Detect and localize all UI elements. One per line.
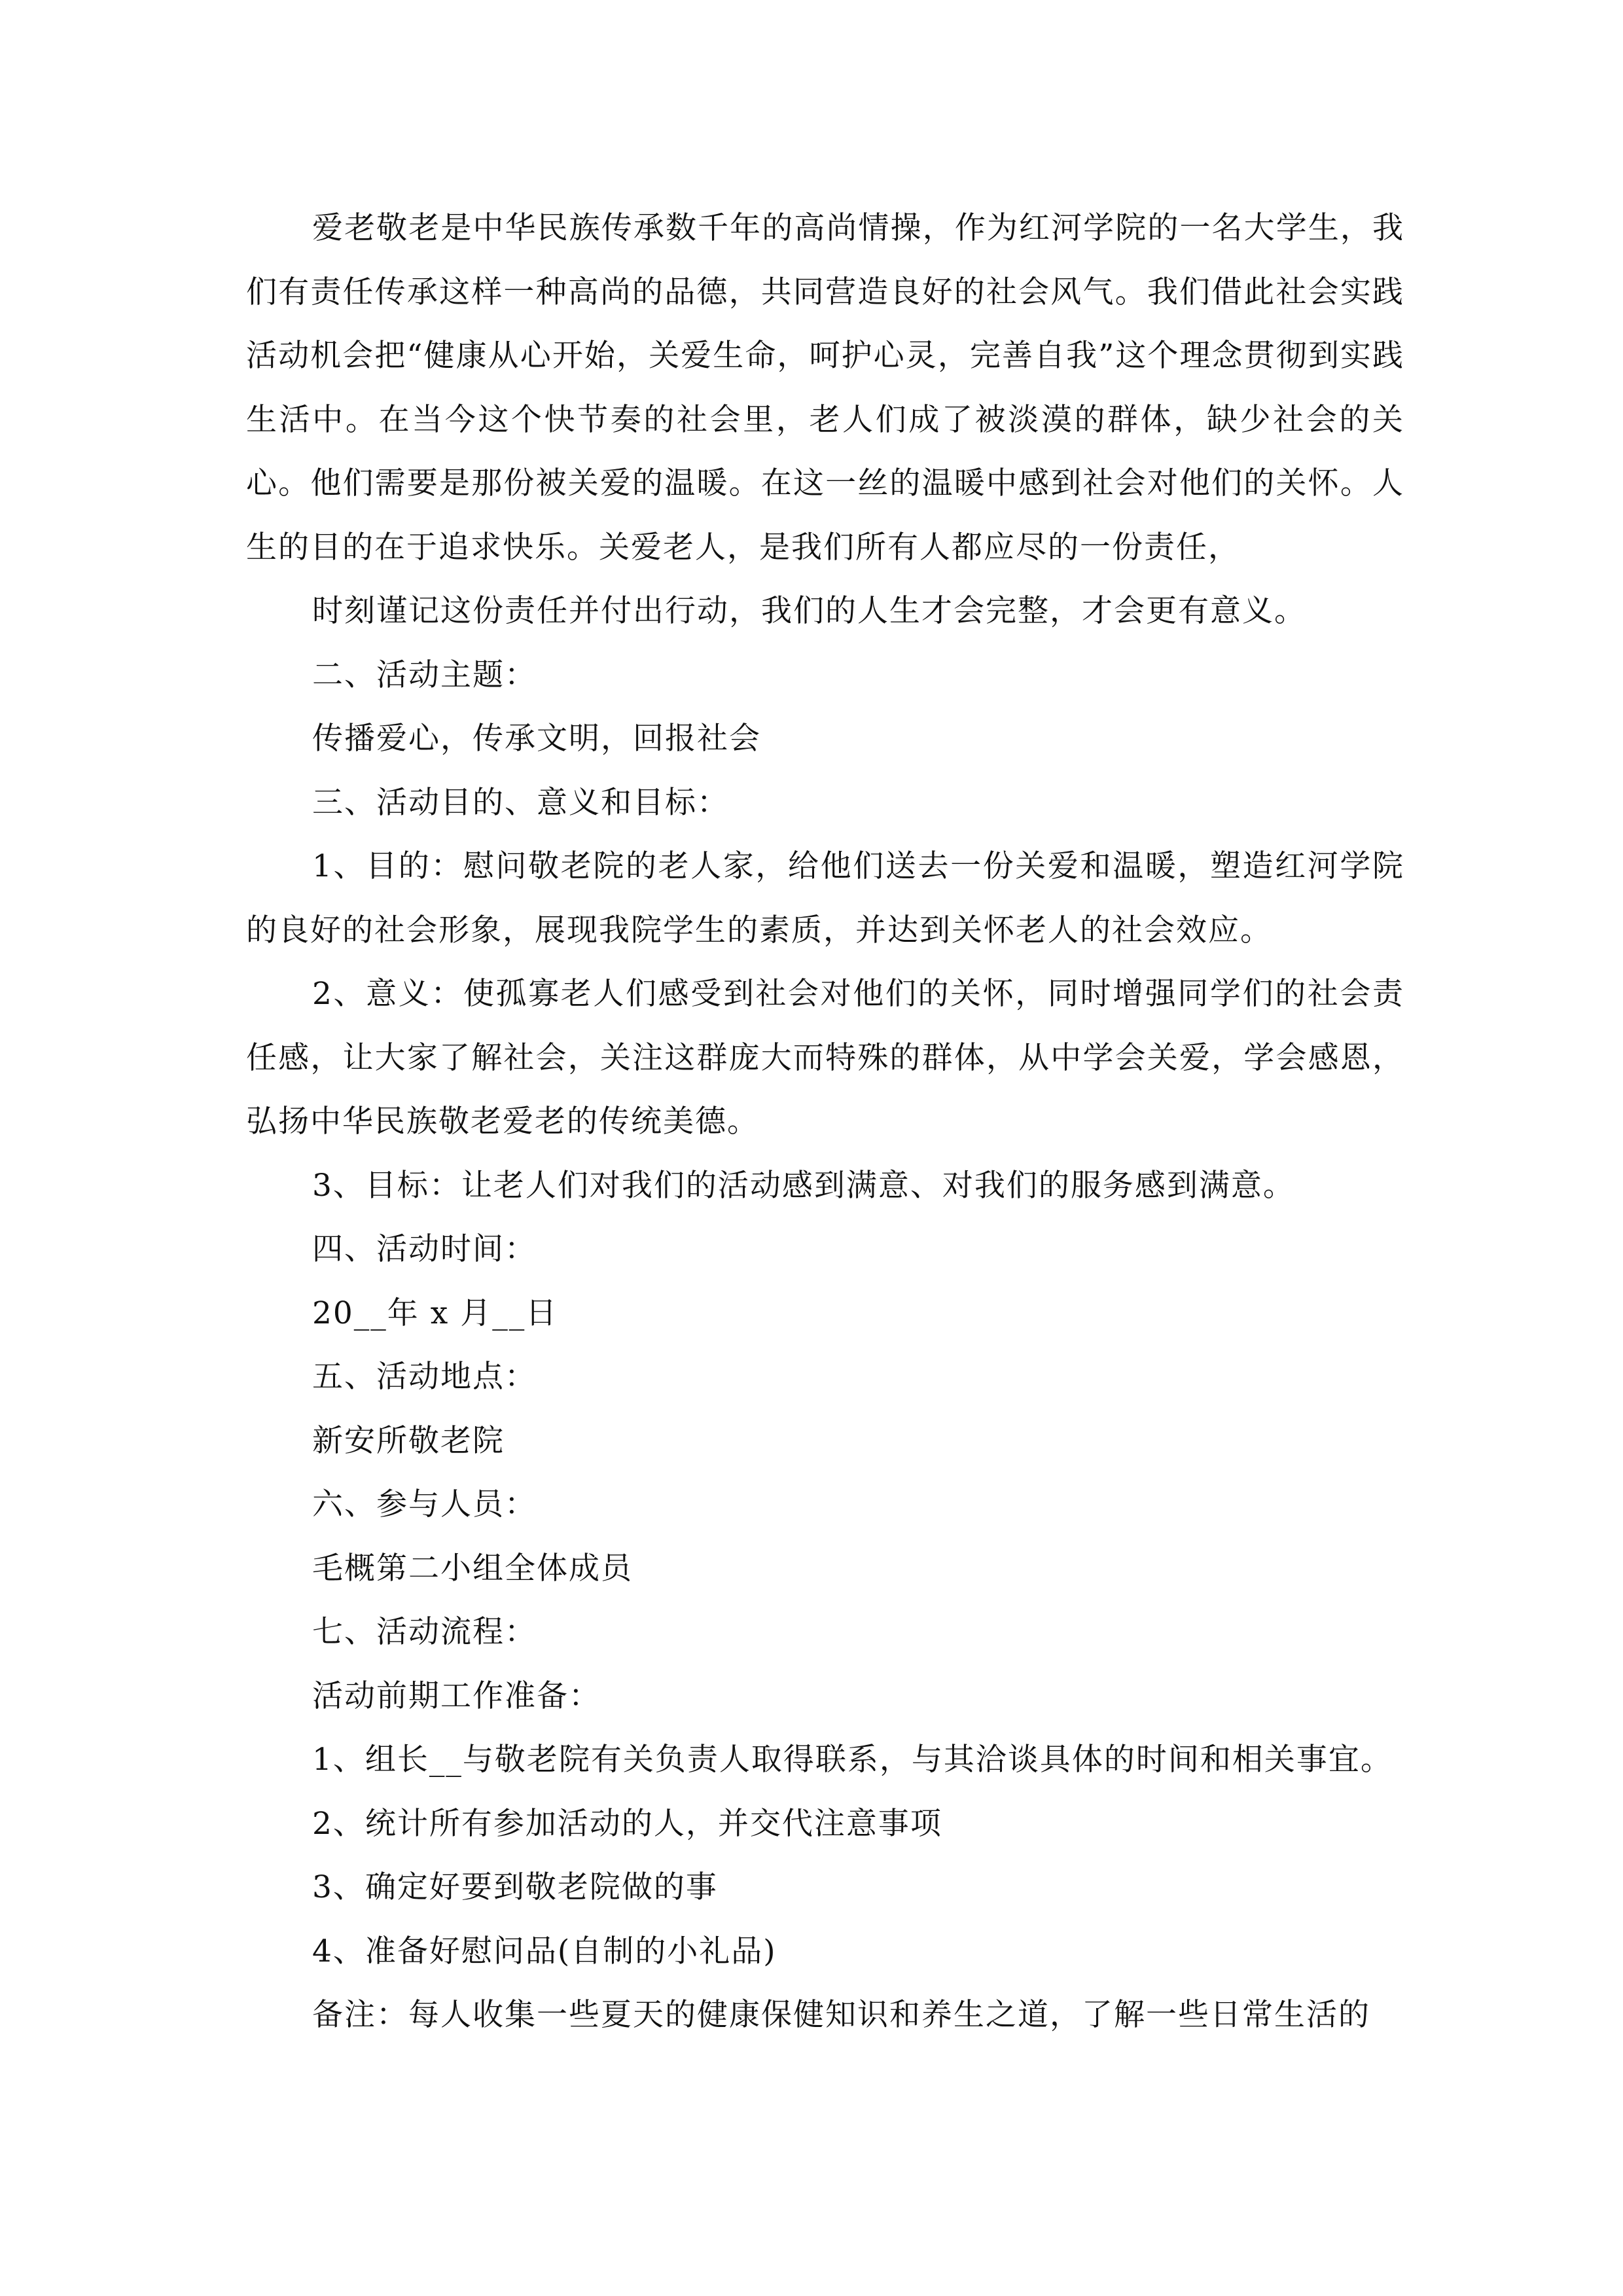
section-heading-process: 七、活动流程：	[312, 1614, 537, 1650]
document-body	[246, 196, 1404, 2047]
section-text-time: 20__年 x 月__日	[312, 1295, 558, 1331]
intro-paragraph-end: 时刻谨记这份责任并付出行动，我们的人生才会完整，才会更有意义。	[312, 593, 1306, 629]
purpose-item-1: 1、目的：慰问敬老院的老人家，给他们送去一份关爱和温暖，塑造红河学院的良好的社会形象，展现我院学生的素质，并达到关怀老人的社会效应。	[246, 848, 1404, 948]
purpose-item-2: 2、意义：使孤寡老人们感受到社会对他们的关怀，同时增强同学们的社会责任感，让大家了解社会，关注这群庞大而特殊的群体，从中学会关爱，学会感恩，弘扬中华民族敬老爱老的传统美德。	[246, 976, 1404, 1139]
section-text-participants: 毛概第二小组全体成员	[312, 1550, 633, 1587]
section-heading-purpose: 三、活动目的、意义和目标：	[312, 784, 729, 821]
section-text-theme: 传播爱心，传承文明，回报社会	[312, 721, 761, 757]
section-heading-time: 四、活动时间：	[312, 1231, 537, 1267]
intro-paragraph: 爱老敬老是中华民族传承数千年的高尚情操，作为红河学院的一名大学生，我们有责任传承这样一种高尚的品德，共同营造良好的社会风气。我们借此社会实践活动机会把“健康从心开始，关爱生命，呵护心灵，完善自我”这个理念贯彻到实践生活中。在当今这个快节奏的社会里，老人们成了被淡漠的群体，缺少社会的关心。他们需要是那份被关爱的温暖。在这一丝的温暖中感到社会对他们的关怀。人生的目的在于追求快乐。关爱老人，是我们所有人都应尽的一份责任，	[246, 210, 1404, 565]
section-text-location: 新安所敬老院	[312, 1422, 505, 1459]
section-heading-theme: 二、活动主题：	[312, 656, 537, 693]
prep-item-2: 2、统计所有参加活动的人，并交代注意事项	[312, 1805, 942, 1842]
section-heading-location: 五、活动地点：	[312, 1359, 537, 1395]
prep-item-1: 1、组长__与敬老院有关负责人取得联系，与其洽谈具体的时间和相关事宜。	[312, 1742, 1393, 1778]
prep-item-3: 3、确定好要到敬老院做的事	[312, 1869, 718, 1905]
prep-heading: 活动前期工作准备：	[312, 1677, 601, 1714]
section-heading-participants: 六、参与人员：	[312, 1486, 537, 1522]
note-line: 备注：每人收集一些夏天的健康保健知识和养生之道，了解一些日常生活的	[312, 1997, 1370, 2033]
prep-item-4: 4、准备好慰问品(自制的小礼品)	[312, 1933, 777, 1969]
purpose-item-3: 3、目标：让老人们对我们的活动感到满意、对我们的服务感到满意。	[312, 1167, 1295, 1204]
